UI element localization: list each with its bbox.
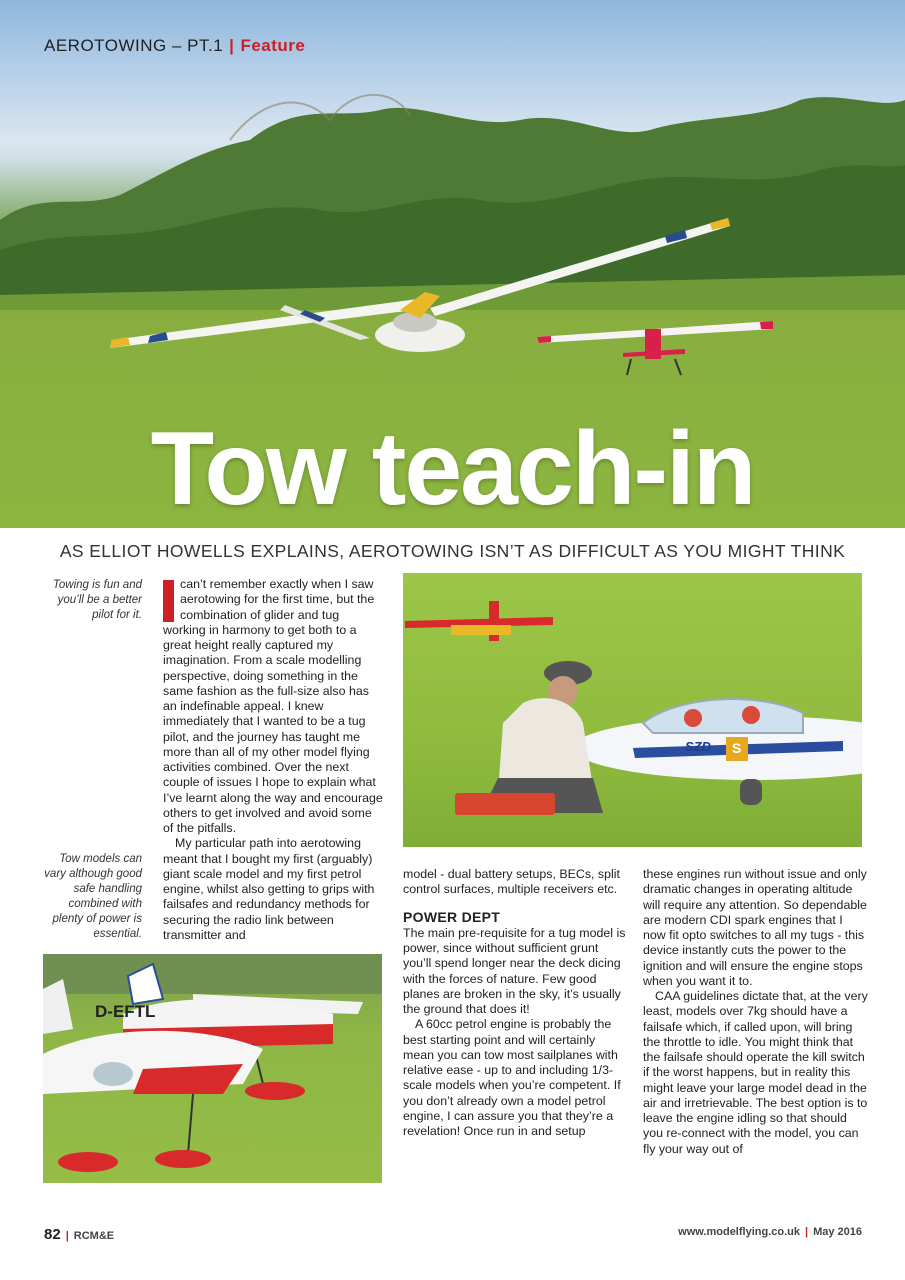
photo-pilot-glider — [403, 573, 862, 847]
footer-separator: | — [65, 1230, 69, 1242]
photo-tug-lineup — [43, 954, 382, 1183]
page-number: 82 — [44, 1226, 61, 1243]
header-separator: | — [229, 36, 235, 55]
body-column-2 — [403, 867, 628, 1139]
glider-registration: SZD — [685, 739, 711, 754]
footer-separator: | — [804, 1226, 809, 1238]
paragraph-intro-text: can’t remember exactly when I saw aerotowing for the first time, but the combination of glider and tug working in harmony to get both to a great height really captured my imagination. From a scale modelling perspective, doing something in the same fashion as the full-size also has an indefinable appeal. I knew immediately that I wanted to be a tug pilot, and the journey has taught me more than all of my other model flying activities combined. Over the next couple of issues I hope to explain what I’ve learnt along the way and encourage others to get involved and avoid some of the pitfalls. — [163, 577, 383, 835]
paragraph-intro — [163, 577, 383, 836]
paragraph: these engines run without issue and only dramatic changes in operating altitude will require any attention. So dependable are modern CDI spark engines that I now fit opto switches to all my tugs - this device instantly cuts the power to the ignition and will ensure the engine stops when you want it to. — [643, 867, 867, 988]
caption-top: Towing is fun and you’ll be a better pilot for it. — [52, 579, 142, 621]
caption-middle: Tow models can vary although good safe handling combined with plenty of power is essential. — [44, 853, 142, 940]
magazine-name: RCM&E — [73, 1230, 115, 1242]
subheading-power-dept: POWER DEPT — [403, 908, 501, 925]
hero-photo — [0, 0, 905, 528]
tug-plane-illustration — [535, 315, 775, 385]
section-header — [44, 36, 305, 56]
photo-tug-lineup-scene — [43, 954, 382, 1183]
paragraph: model - dual battery setups, BECs, split control surfaces, multiple receivers etc. — [403, 867, 620, 897]
body-column-3 — [643, 867, 868, 1157]
photo-pilot-glider-scene — [403, 573, 862, 847]
article-title: Tow teach-in — [150, 411, 755, 527]
drop-cap-block — [163, 580, 174, 622]
footer-right — [678, 1226, 862, 1238]
footer-left — [44, 1226, 114, 1243]
fuselage-logo: S — [732, 740, 742, 756]
section-label: AEROTOWING – PT.1 — [44, 36, 224, 55]
paragraph: The main pre-requisite for a tug model is power, since without sufficient grunt you’ll spend longer near the deck dicing with the forces of nature. Few good planes are broken in the sky, it’s usually the ground that does it! — [403, 925, 626, 1016]
paragraph: CAA guidelines dictate that, at the very least, models over 7kg should have a failsafe which, if called upon, will bring the throttle to idle. You might think that the failsafe should operate the kill switch if the worst happens, but in reality this might leave your large model dead in the air and irretrievable. The best option is to leave the engine idling so that should you re-connect with the model, you can fly your way out of — [643, 989, 868, 1156]
tug-registration: D-EFTL — [95, 1002, 156, 1021]
issue-date: May 2016 — [813, 1226, 862, 1238]
standfirst: AS ELLIOT HOWELLS EXPLAINS, AEROTOWING ISN’T AS DIFFICULT AS YOU MIGHT THINK — [59, 541, 846, 561]
website-url[interactable]: www.modelflying.co.uk — [678, 1226, 800, 1238]
body-column-1 — [163, 577, 383, 943]
paragraph: My particular path into aerotowing meant that I bought my first (arguably) giant scale model and my first petrol engine, whilst also getting to grips with failsafes and redundancy methods for securing the radio link between transmitter and — [163, 836, 375, 942]
category-label: Feature — [240, 36, 306, 55]
paragraph: A 60cc petrol engine is probably the best starting point and will certainly mean you can tow most sailplanes with relative ease - up to and including 1/3-scale models when you’re competent. If you don’t already own a model petrol engine, I can assure you that they’re a revelation! Once run in and setup — [403, 1017, 621, 1138]
